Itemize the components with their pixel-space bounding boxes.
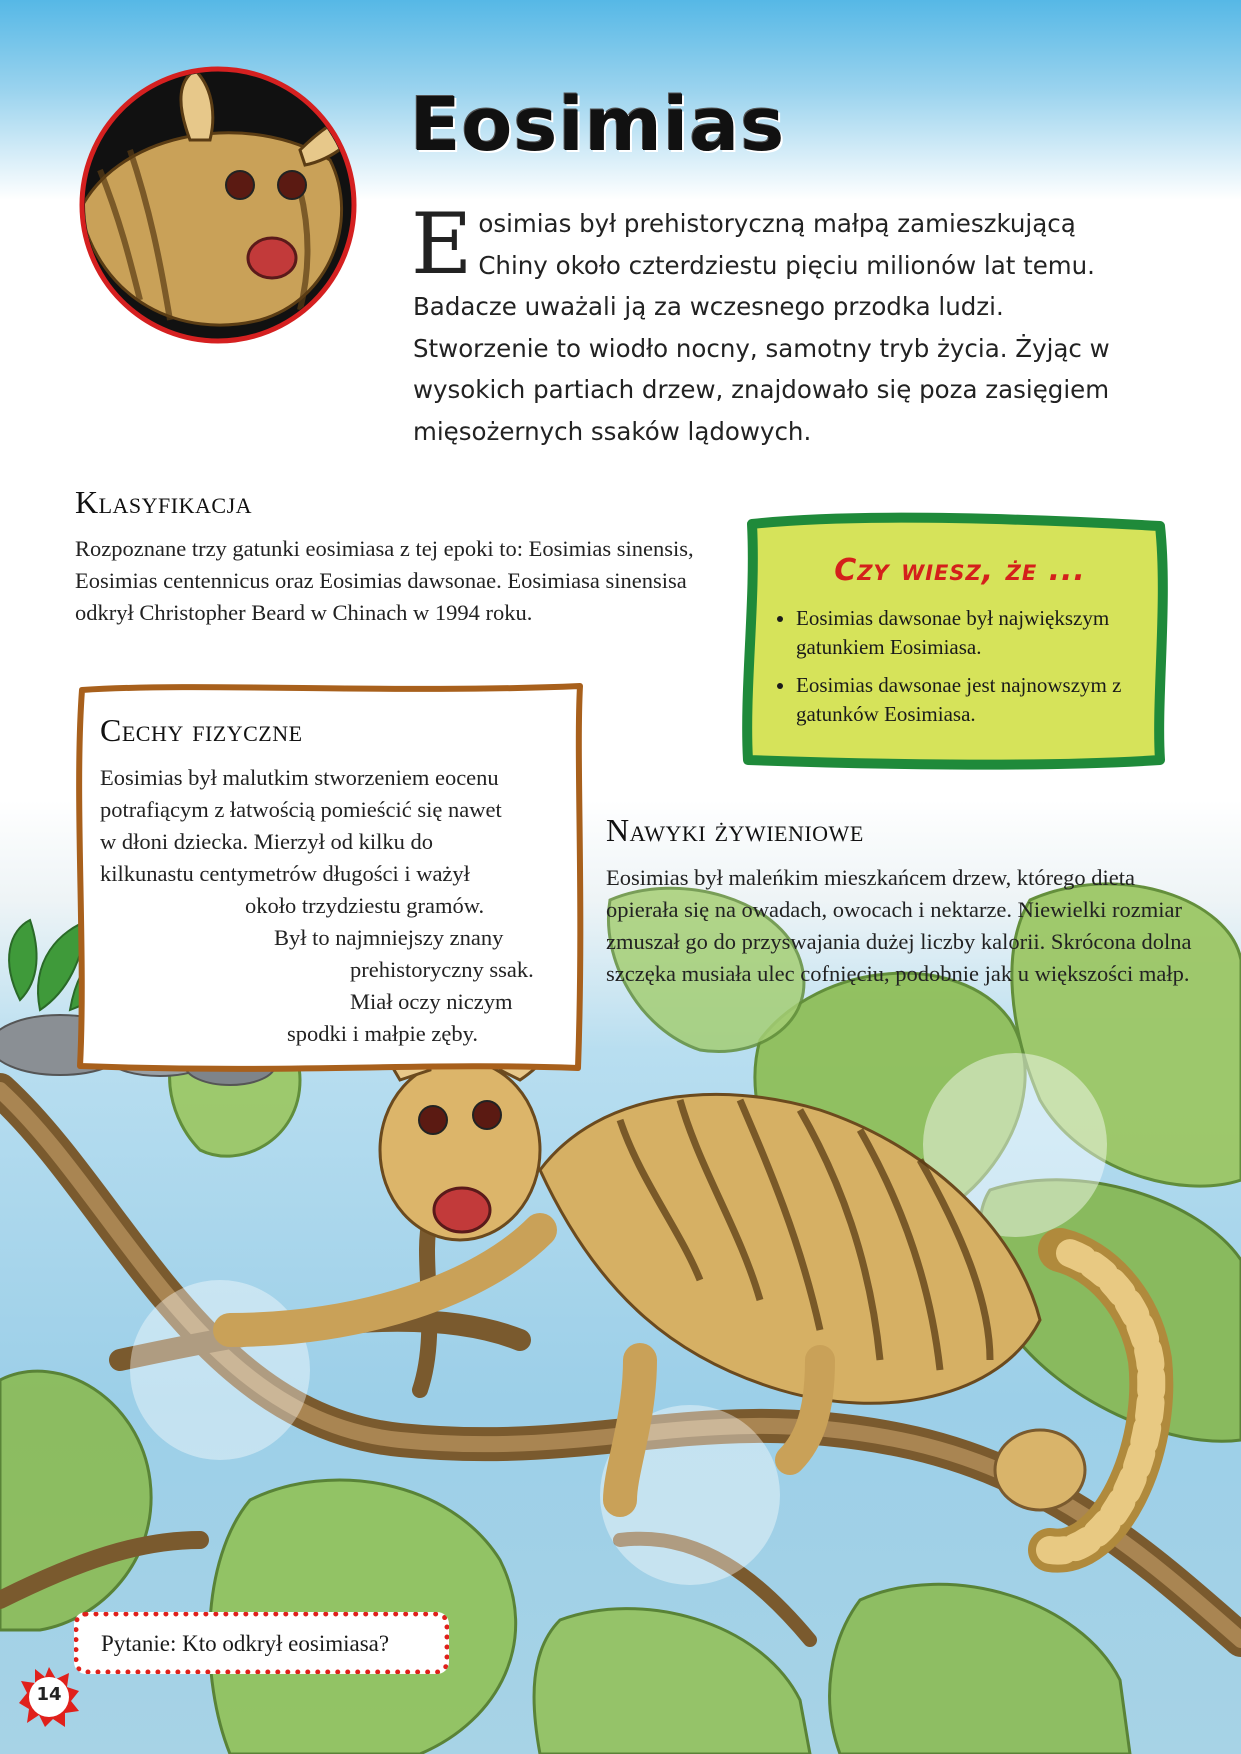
fact-box-title: Czy wiesz, że ... bbox=[834, 553, 1086, 588]
cechy-line: kilkunastu centymetrów długości i ważył bbox=[100, 861, 470, 886]
klasyfikacja-text: Rozpoznane trzy gatunki eosimiasa z tej epoki to: Eosimias sinensis, Eosimias centennicus oraz Eosimias dawsonae. Eosimiasa sinensisa odkrył Christopher Beard w Chinach w 1994 roku. bbox=[75, 536, 694, 625]
intro-text: osimias był prehistoryczną małpą zamieszkującą Chiny około czterdziestu pięciu milionów lat temu. Badacze uważali ją za wczesnego przodka ludzi. Stworzenie to wiodło nocny, samotny tryb życia. Żyjąc w wysokich partiach drzew, znajdowało się poza zasięgiem mięsożernych ssaków lądowych. bbox=[413, 209, 1110, 446]
eosimias-portrait-icon bbox=[80, 69, 370, 341]
cechy-line: w dłoni dziecka. Mierzył od kilku do bbox=[100, 829, 434, 854]
question-box: Pytanie: Kto odkrył eosimiasa? bbox=[74, 1612, 449, 1674]
fact-list bbox=[768, 604, 1186, 738]
intro-paragraph bbox=[411, 195, 1143, 452]
cechy-line: spodki i małpie zęby. bbox=[287, 1021, 478, 1046]
cechy-line: Eosimias był malutkim stworzeniem eocenu bbox=[100, 765, 499, 790]
nawyki-heading: Nawyki żywieniowe bbox=[606, 812, 864, 848]
cechy-line: Miał oczy niczym bbox=[350, 989, 513, 1014]
cechy-heading: Cechy fizyczne bbox=[100, 712, 303, 748]
fact-item: • Eosimias dawsonae jest najnowszym z gatunków Eosimiasa. bbox=[796, 671, 1186, 729]
klasyfikacja-heading: Klasyfikacja bbox=[75, 484, 253, 520]
drop-cap: E bbox=[411, 195, 473, 293]
fact-item: • Eosimias dawsonae był największym gatunkiem Eosimiasa. bbox=[796, 604, 1186, 662]
cechy-line: prehistoryczny ssak. bbox=[350, 957, 534, 982]
page-number-badge bbox=[22, 1670, 76, 1724]
cechy-text bbox=[100, 762, 580, 1050]
cechy-line: potrafiącym z łatwością pomieścić się nawet bbox=[100, 797, 502, 822]
nawyki-text: Eosimias był maleńkim mieszkańcem drzew, którego dieta opierała się na owadach, owocach i nektarze. Niewielki rozmiar zmuszał go do przyswajania dużej liczby kalorii. Skrócona dolna szczęka musiała ulec cofnięciu, podobnie jak u większości małp. bbox=[606, 865, 1192, 986]
cechy-line: Był to najmniejszy znany bbox=[274, 925, 504, 950]
cechy-line: około trzydziestu gramów. bbox=[245, 893, 485, 918]
page-title: Eosimias bbox=[410, 82, 786, 168]
page-number: 14 bbox=[36, 1684, 62, 1705]
